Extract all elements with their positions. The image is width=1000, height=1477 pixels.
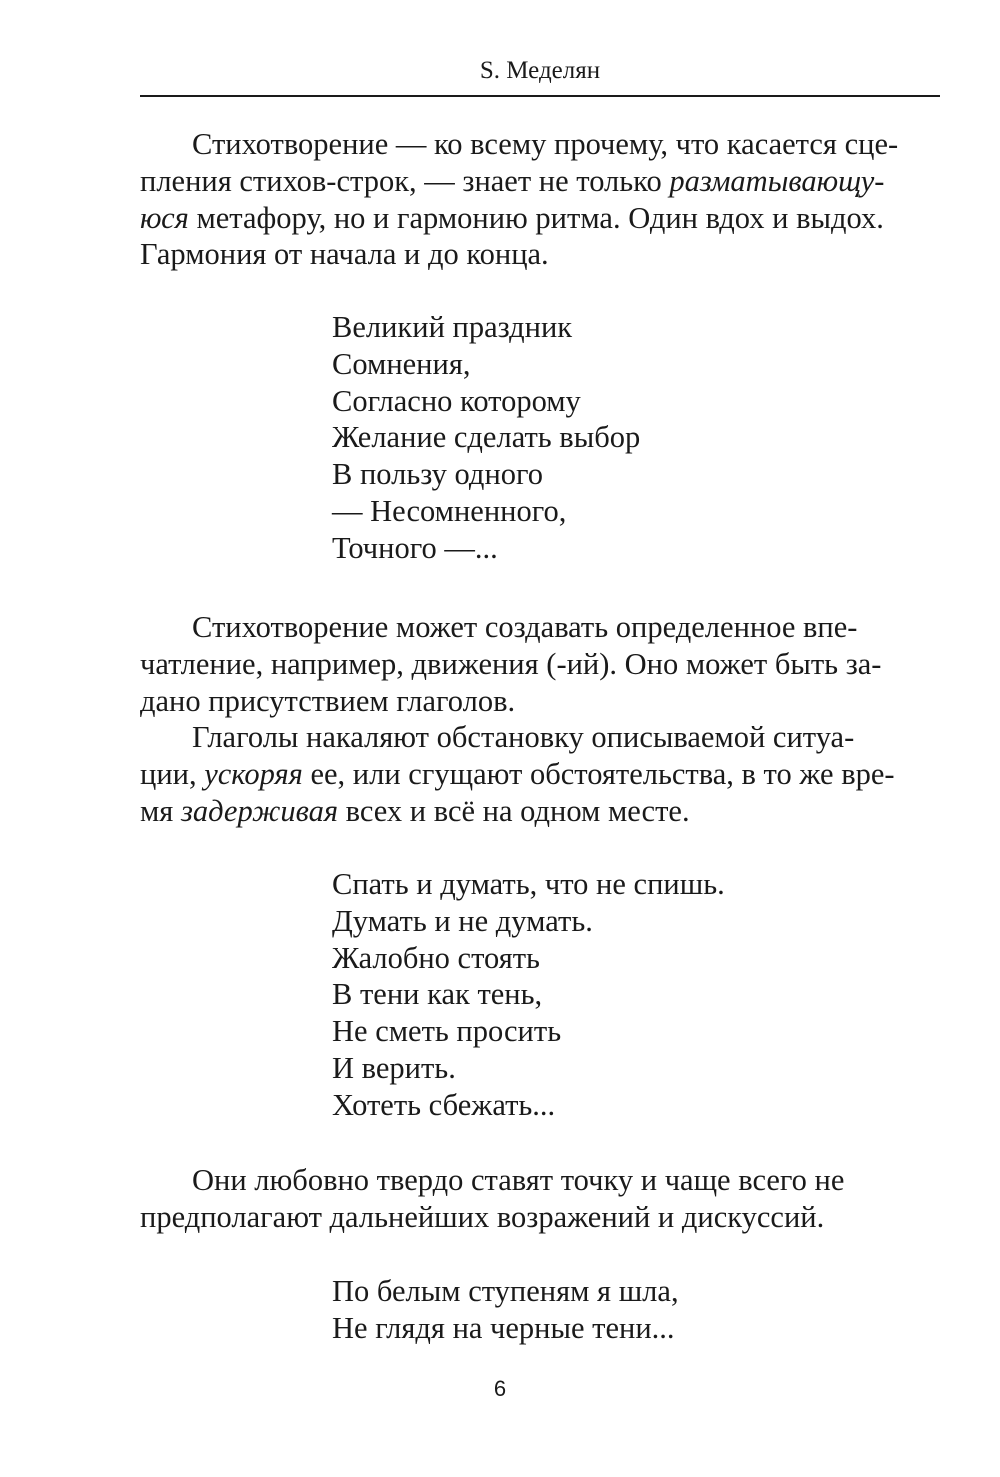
text-run: Глаголы накаляют обстановку описываемой ситуа- [192,720,855,754]
italic-text-run: разматывающу- [669,163,885,198]
text-run: дано присутствием глаголов. [140,683,516,718]
verse-line: Спать и думать, что не спишь. [332,867,725,901]
verse-1 [332,309,932,567]
text-run: Они любовно твердо ставят точку и чаще всего не [192,1163,845,1197]
text-run: пления стихов-строк, — знает не только [140,163,670,198]
text-run: ее, или сгущают обстоятельства, в то же вре- [302,756,895,791]
verse-2 [332,866,932,1124]
verse-line: Согласно которому [332,383,581,418]
verse-line: В пользу одного [332,457,544,492]
verse-line: Жалобно стоять [332,940,540,975]
text-run: мя [140,793,181,828]
verse-line: Не глядя на черные тени... [332,1310,675,1345]
verse-line: В тени как тень, [332,977,543,1012]
paragraph-2 [140,609,940,719]
italic-text-run: юся [140,200,189,235]
verse-line: По белым ступеням я шла, [332,1274,679,1308]
verse-line: Желание сделать выбор [332,420,641,455]
text-run: метафору, но и гармонию ритма. Один вдох и выдох. [188,200,884,235]
verse-line: Не сметь просить [332,1014,562,1049]
verse-line: Думать и не думать. [332,903,593,938]
text-run: предполагают дальнейших возражений и дискуссий. [140,1199,825,1234]
verse-line: Хотеть сбежать... [332,1087,556,1122]
italic-text-run: ускоряя [204,756,303,791]
text-run: Стихотворение может создавать определенное впе- [192,610,858,644]
header-rule [140,95,940,97]
text-run: Стихотворение — ко всему прочему, что касается сце- [192,127,899,161]
page-number: 6 [493,1376,507,1401]
verse-3 [332,1273,932,1347]
text-run: всех и всё на одном месте. [338,793,690,828]
text-run: Гармония от начала и до конца. [140,237,549,272]
verse-line: Сомнения, [332,346,471,381]
paragraph-1 [140,126,940,273]
paragraph-4 [140,1162,940,1236]
verse-line: — Несомненного, [332,493,567,528]
text-run: ции, [140,756,205,791]
italic-text-run: задерживая [180,793,339,828]
verse-line: И верить. [332,1050,456,1085]
text-run: чатление, например, движения (-ий). Оно может быть за- [140,646,882,681]
verse-line: Точного —... [332,530,498,565]
running-head: S. Меделян [479,57,601,84]
paragraph-3 [140,719,940,829]
verse-line: Великий праздник [332,310,573,344]
